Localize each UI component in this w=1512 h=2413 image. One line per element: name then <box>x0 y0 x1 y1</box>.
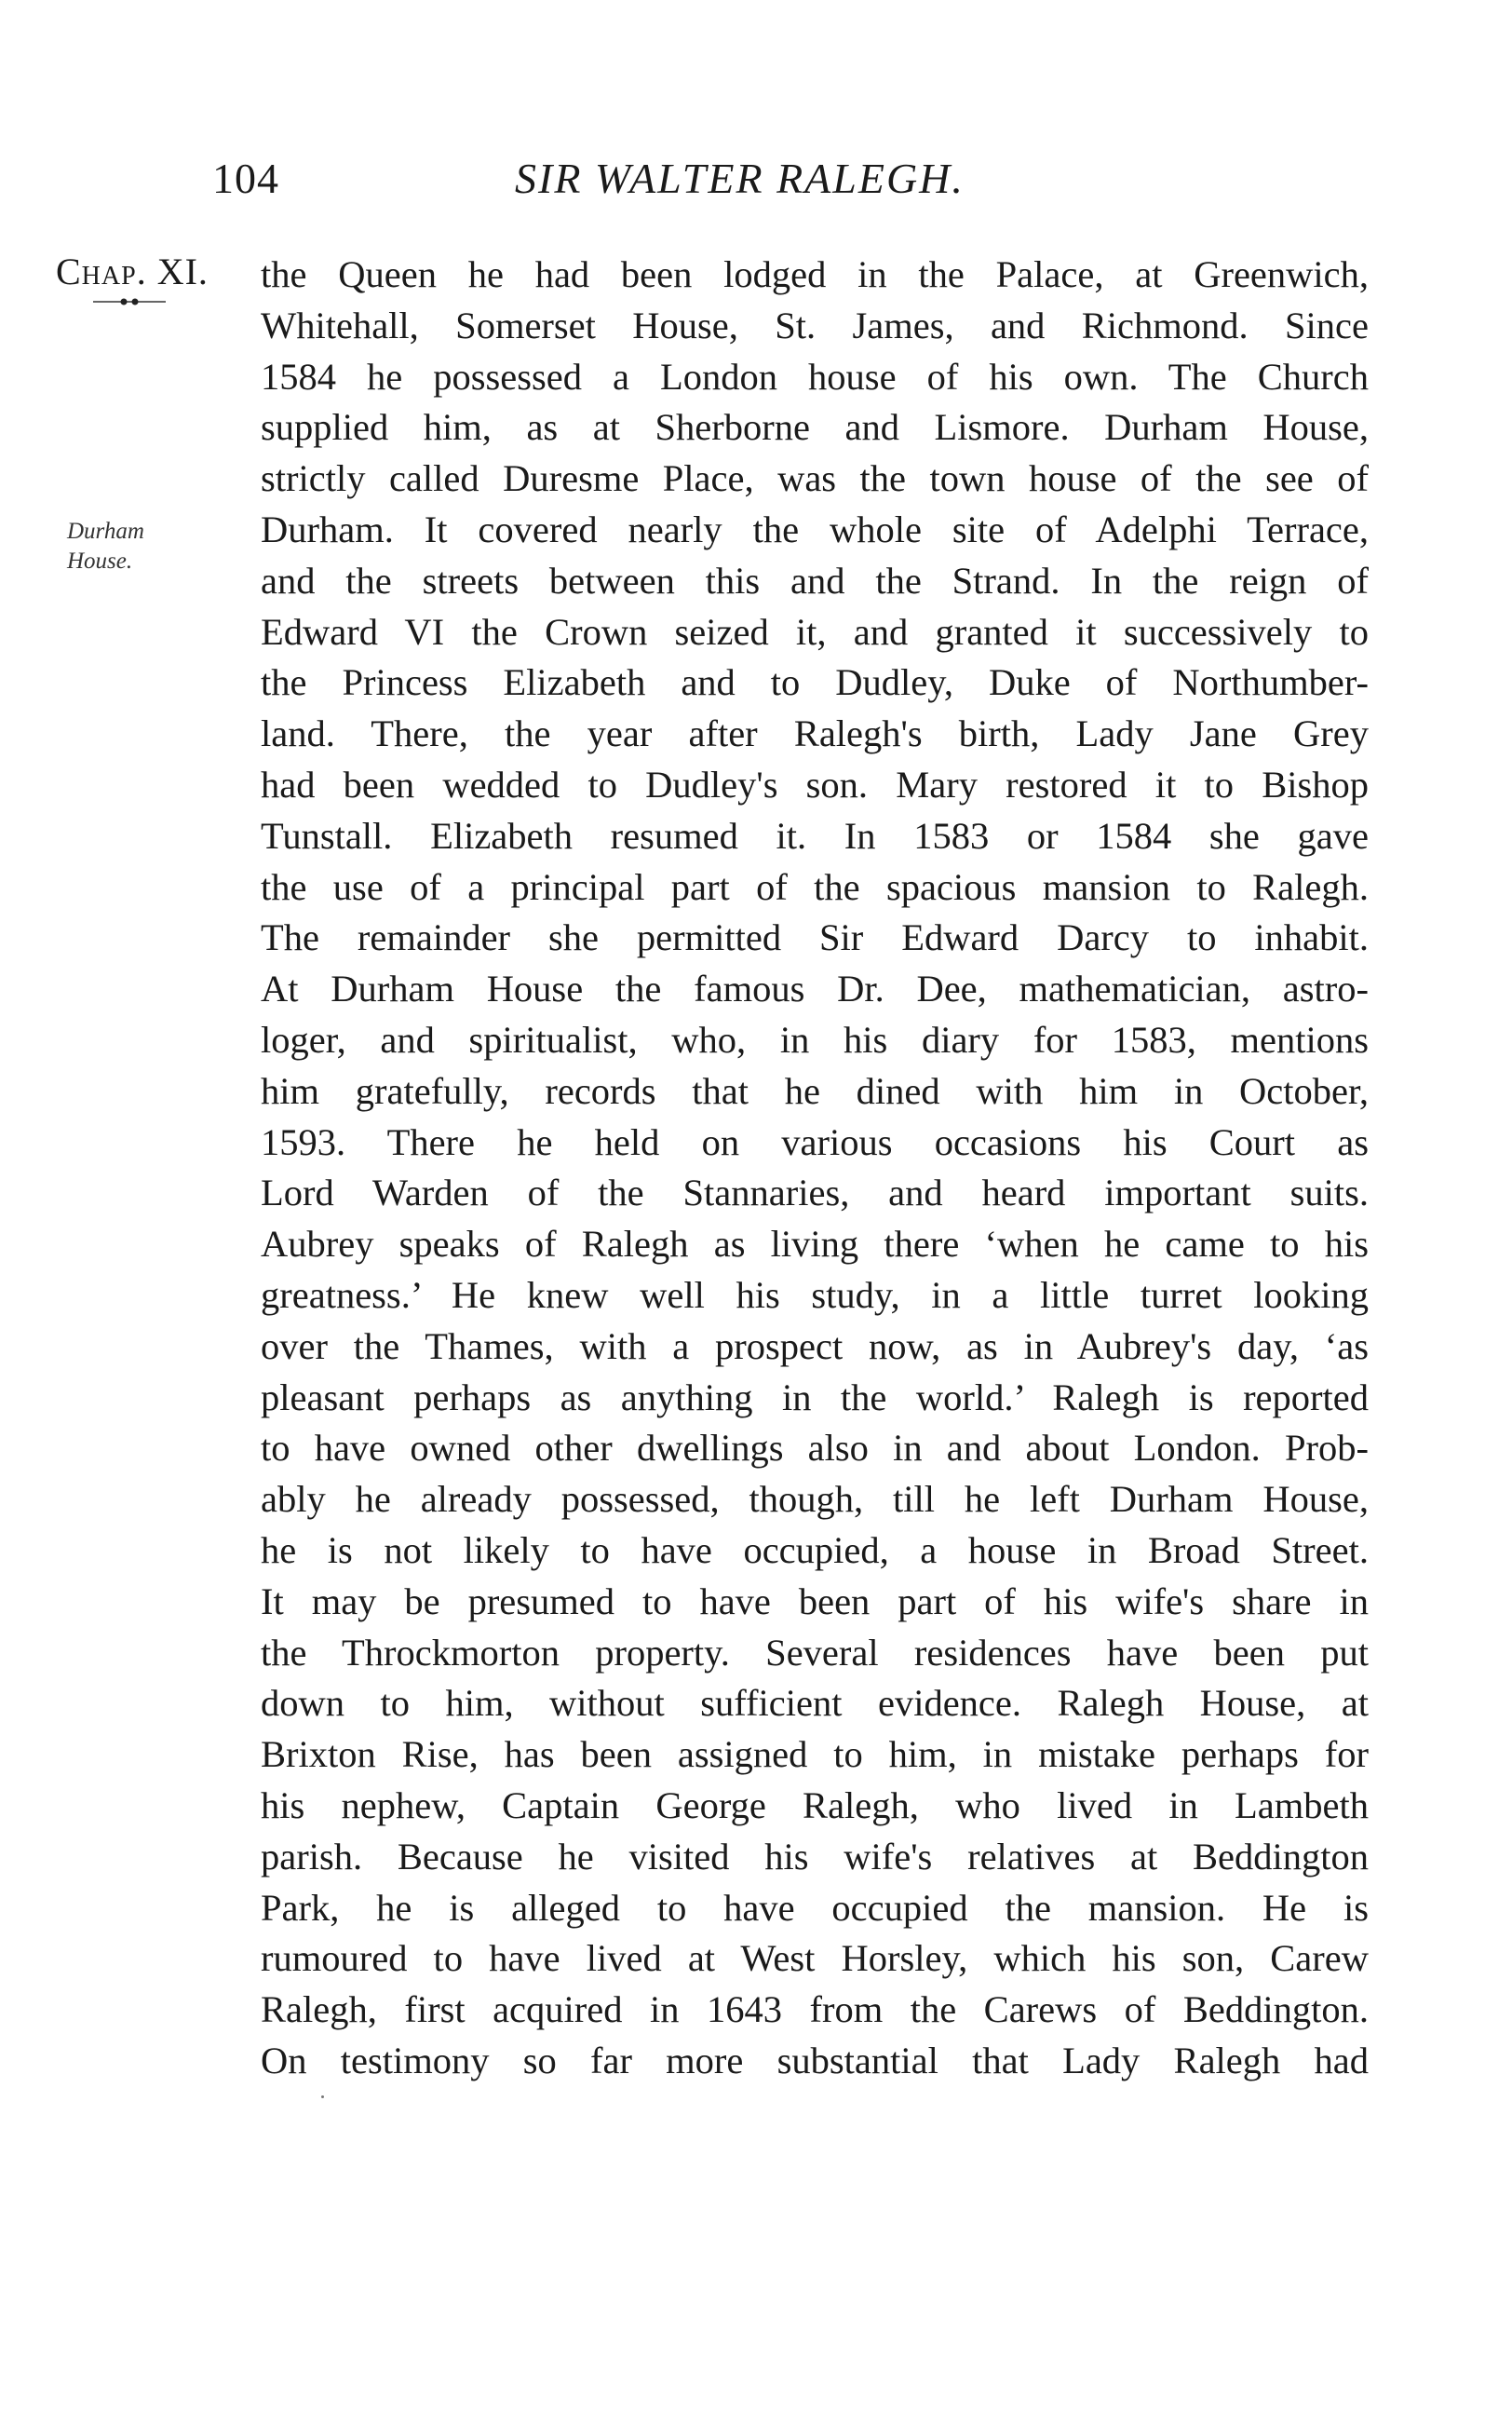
text-line: Park, he is alleged to have occupied the mansion. He is <box>261 1886 1369 1929</box>
text-line: It may be presumed to have been part of his wife's share in <box>261 1579 1369 1622</box>
text-line: Tunstall. Elizabeth resumed it. In 1583 or 1584 she gave <box>261 814 1369 857</box>
text-line: rumoured to have lived at West Horsley, which his son, Carew <box>261 1937 1369 1980</box>
text-line: to have owned other dwellings also in and about London. Prob- <box>261 1427 1369 1470</box>
text-line: greatness.’ He knew well his study, in a little turret looking <box>261 1273 1369 1316</box>
marginal-note <box>67 517 144 576</box>
text-line: The remainder she permitted Sir Edward Darcy to inhabit. <box>261 916 1369 959</box>
page-number: 104 <box>212 155 279 202</box>
page-header <box>0 154 1512 219</box>
text-line: the Queen he had been lodged in the Palace, at Greenwich, <box>261 253 1369 295</box>
marginal-note-line: House. <box>67 549 133 574</box>
body-text <box>261 250 1369 2087</box>
text-line: strictly called Duresme Place, was the town house of the see of <box>261 457 1369 500</box>
text-line: Brixton Rise, has been assigned to him, in mistake perhaps for <box>261 1733 1369 1776</box>
running-title: SIR WALTER RALEGH. <box>515 155 965 202</box>
text-line: land. There, the year after Ralegh's birth, Lady Jane Grey <box>261 712 1369 755</box>
text-line: Whitehall, Somerset House, St. James, and Richmond. Since <box>261 304 1369 346</box>
text-line: 1593. There he held on various occasions his Court as <box>261 1120 1369 1163</box>
text-line: 1584 he possessed a London house of his own. The Church <box>261 355 1369 398</box>
text-line: ably he already possessed, though, till he left Durham House, <box>261 1478 1369 1521</box>
text-line: the Princess Elizabeth and to Dudley, Duke of Northumber- <box>261 661 1369 704</box>
text-line: parish. Because he visited his wife's relatives at Beddington <box>261 1835 1369 1878</box>
text-line: him gratefully, records that he dined with him in October, <box>261 1069 1369 1112</box>
text-line: he is not likely to have occupied, a house in Broad Street. <box>261 1528 1369 1571</box>
text-line: the use of a principal part of the spacious mansion to Ralegh. <box>261 865 1369 908</box>
text-line: down to him, without sufficient evidence. Ralegh House, at <box>261 1682 1369 1725</box>
chapter-marker: Chap. XI. <box>56 251 209 292</box>
text-line: over the Thames, with a prospect now, as in Aubrey's day, ‘as <box>261 1324 1369 1367</box>
text-line: supplied him, as at Sherborne and Lismore. Durham House, <box>261 406 1369 449</box>
text-line: Lord Warden of the Stannaries, and heard important suits. <box>261 1172 1369 1214</box>
text-line: Edward VI the Crown seized it, and granted it successively to <box>261 610 1369 653</box>
text-line: and the streets between this and the Strand. In the reign of <box>261 559 1369 602</box>
text-line: At Durham House the famous Dr. Dee, mathematician, astro- <box>261 968 1369 1010</box>
text-line: had been wedded to Dudley's son. Mary restored it to Bishop <box>261 763 1369 806</box>
text-line: the Throckmorton property. Several residences have been put <box>261 1631 1369 1674</box>
text-line: Durham. It covered nearly the whole site of Adelphi Terrace, <box>261 508 1369 550</box>
text-line: Aubrey speaks of Ralegh as living there ‘when he came to his <box>261 1223 1369 1266</box>
marginal-note-line: Durham <box>67 519 144 544</box>
ornament-icon <box>93 296 166 307</box>
text-line: pleasant perhaps as anything in the world.’ Ralegh is reported <box>261 1376 1369 1418</box>
text-line: his nephew, Captain George Ralegh, who lived in Lambeth <box>261 1783 1369 1826</box>
text-line: loger, and spiritualist, who, in his diary for 1583, mentions <box>261 1018 1369 1061</box>
print-speck <box>321 2095 324 2098</box>
text-line: On testimony so far more substantial that Lady Ralegh had <box>261 2039 1369 2081</box>
text-line: Ralegh, first acquired in 1643 from the Carews of Beddington. <box>261 1988 1369 2031</box>
